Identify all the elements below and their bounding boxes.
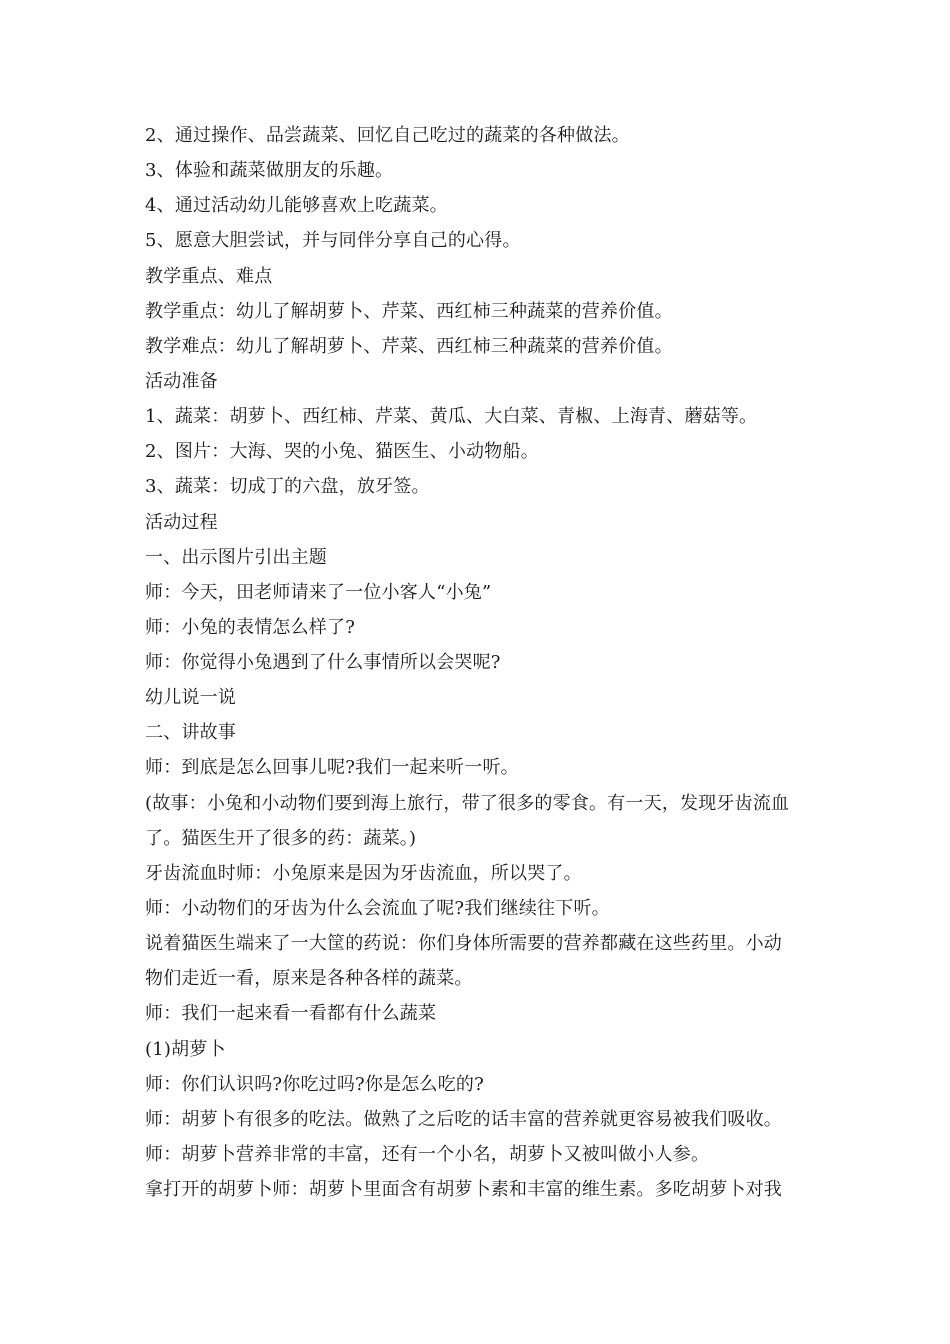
section-heading: 教学重点、难点 <box>145 266 273 287</box>
text-line: 师：小动物们的牙齿为什么会流血了呢?我们继续往下听。 <box>145 898 610 919</box>
text-line: 师：我们一起来看一看都有什么蔬菜 <box>145 1003 437 1024</box>
text-line: 物们走近一看，原来是各种各样的蔬菜。 <box>145 968 473 989</box>
text-line: 师：到底是怎么回事儿呢?我们一起来听一听。 <box>145 757 519 778</box>
text-line: 师：胡萝卜有很多的吃法。做熟了之后吃的话丰富的营养就更容易被我们吸收。 <box>145 1109 782 1130</box>
text-line: 2、通过操作、品尝蔬菜、回忆自己吃过的蔬菜的各种做法。 <box>145 125 630 146</box>
text-line: 3、蔬菜：切成丁的六盘，放牙签。 <box>145 476 430 497</box>
text-line: 牙齿流血时师：小兔原来是因为牙齿流血，所以哭了。 <box>145 863 582 884</box>
text-line: 教学难点：幼儿了解胡萝卜、芹菜、西红柿三种蔬菜的营养价值。 <box>145 336 673 357</box>
text-line: 2、图片：大海、哭的小兔、猫医生、小动物船。 <box>145 441 539 462</box>
section-heading: 一、出示图片引出主题 <box>145 547 327 568</box>
text-line: 说着猫医生端来了一大筐的药说：你们身体所需要的营养都藏在这些药里。小动 <box>145 933 782 954</box>
text-line: 师：小兔的表情怎么样了? <box>145 617 356 638</box>
text-line: 师：你们认识吗?你吃过吗?你是怎么吃的? <box>145 1074 484 1095</box>
text-line: 了。猫医生开了很多的药：蔬菜。) <box>145 828 417 849</box>
text-line: 4、通过活动幼儿能够喜欢上吃蔬菜。 <box>145 195 448 216</box>
text-line: 5、愿意大胆尝试，并与同伴分享自己的心得。 <box>145 230 521 251</box>
text-line: 师：胡萝卜营养非常的丰富，还有一个小名，胡萝卜又被叫做小人参。 <box>145 1144 710 1165</box>
section-heading: 活动过程 <box>145 512 218 533</box>
text-line: 拿打开的胡萝卜师：胡萝卜里面含有胡萝卜素和丰富的维生素。多吃胡萝卜对我 <box>145 1179 782 1200</box>
text-line: 3、体验和蔬菜做朋友的乐趣。 <box>145 160 394 181</box>
text-line: 师：你觉得小兔遇到了什么事情所以会哭呢? <box>145 652 501 673</box>
text-line: 教学重点：幼儿了解胡萝卜、芹菜、西红柿三种蔬菜的营养价值。 <box>145 301 673 322</box>
text-line: 1、蔬菜：胡萝卜、西红柿、芹菜、黄瓜、大白菜、青椒、上海青、蘑菇等。 <box>145 406 758 427</box>
section-heading: 二、讲故事 <box>145 722 236 743</box>
text-line: (1)胡萝卜 <box>145 1039 226 1060</box>
text-line: (故事：小兔和小动物们要到海上旅行，带了很多的零食。有一天，发现牙齿流血 <box>145 793 790 814</box>
section-heading: 活动准备 <box>145 371 218 392</box>
text-line: 幼儿说一说 <box>145 687 236 708</box>
text-line: 师：今天，田老师请来了一位小客人“小兔” <box>145 582 492 603</box>
